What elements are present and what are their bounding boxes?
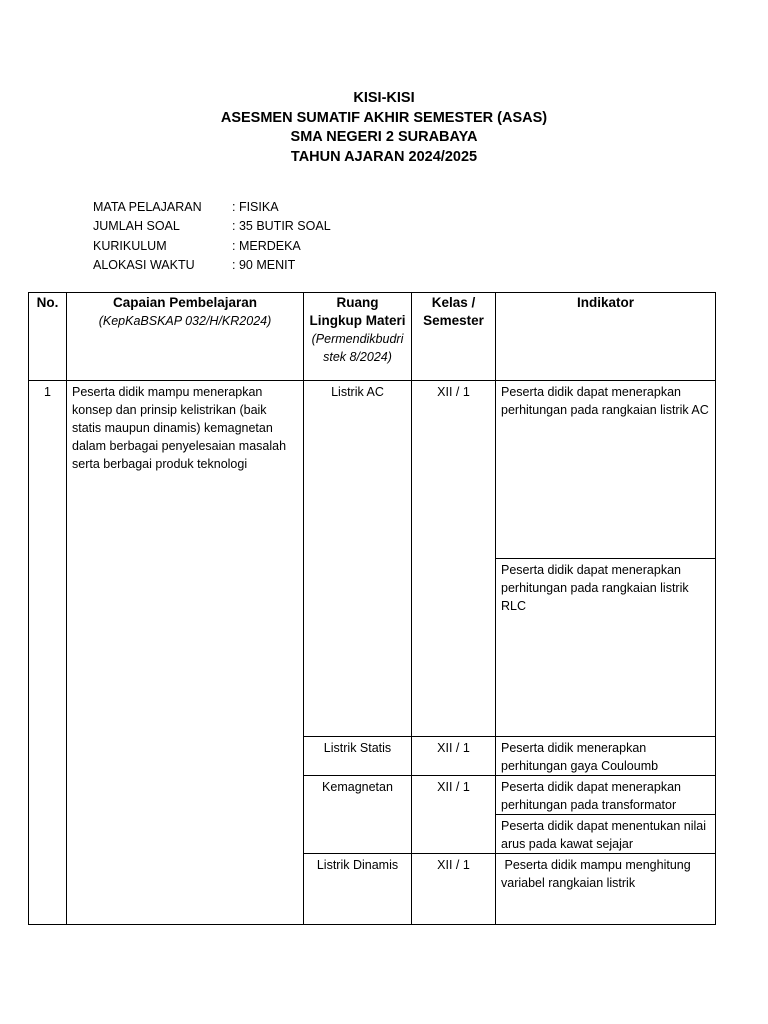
meta-label: JUMLAH SOAL <box>93 219 180 234</box>
meta-value: : 90 MENIT <box>232 257 296 272</box>
meta-label: KURIKULUM <box>93 238 167 253</box>
meta-value: : 35 BUTIR SOAL <box>232 219 331 234</box>
header-ruang-label: Ruang Lingkup Materi <box>309 295 406 328</box>
cell-materi: Listrik Dinamis <box>304 854 412 925</box>
header-kelas: Kelas / Semester <box>412 293 496 381</box>
header-capaian-label: Capaian Pembelajaran <box>112 295 258 310</box>
cell-kelas: XII / 1 <box>412 737 496 776</box>
header-no: No. <box>29 293 67 381</box>
title-line-3: SMA NEGERI 2 SURABAYA <box>290 129 478 145</box>
cell-indikator: Peserta didik dapat menerapkan perhitungan pada transformator <box>496 776 716 815</box>
cell-kelas: XII / 1 <box>412 854 496 925</box>
title-line-2: ASESMEN SUMATIF AKHIR SEMESTER (ASAS) <box>220 109 548 126</box>
meta-info <box>93 198 331 275</box>
cell-materi: Listrik AC <box>304 381 412 737</box>
cell-materi: Listrik Statis <box>304 737 412 776</box>
kisi-kisi-table <box>28 292 716 925</box>
title-line-1: KISI-KISI <box>353 90 415 106</box>
meta-row <box>93 198 331 217</box>
meta-row <box>93 237 331 256</box>
meta-value: : FISIKA <box>232 200 279 214</box>
header-ruang-source: (Permendikbudristek 8/2024) <box>311 332 404 364</box>
header-capaian <box>67 293 304 381</box>
meta-value: : MERDEKA <box>232 238 301 253</box>
meta-row <box>93 256 331 275</box>
header-indikator: Indikator <box>496 293 716 381</box>
table-row <box>29 381 716 559</box>
cell-kelas: XII / 1 <box>412 776 496 854</box>
meta-label: MATA PELAJARAN <box>93 200 202 214</box>
meta-row <box>93 217 331 236</box>
header-ruang <box>304 293 412 381</box>
cell-kelas: XII / 1 <box>412 381 496 737</box>
title-line-4: TAHUN AJARAN 2024/2025 <box>290 148 478 165</box>
cell-indikator: Peserta didik menerapkan perhitungan gaya Couloumb <box>496 737 716 776</box>
cell-indikator: Peserta didik dapat menentukan nilai arus pada kawat sejajar <box>496 815 716 854</box>
cell-indikator: Peserta didik dapat menerapkan perhitungan pada rangkaian listrik AC <box>496 381 716 559</box>
cell-no: 1 <box>29 381 67 925</box>
meta-label: ALOKASI WAKTU <box>93 257 195 272</box>
cell-materi: Kemagnetan <box>304 776 412 854</box>
cell-capaian: Peserta didik mampu menerapkan konsep dan prinsip kelistrikan (baik statis maupun dinamis) kemagnetan dalam berbagai penyelesaian masalah serta berbagai produk teknologi <box>67 381 304 925</box>
table-header-row <box>29 293 716 381</box>
document-title <box>0 89 768 167</box>
header-capaian-source: (KepKaBSKAP 032/H/KR2024) <box>98 314 272 328</box>
cell-indikator: Peserta didik mampu menghitung variabel rangkaian listrik <box>496 854 716 925</box>
cell-indikator: Peserta didik dapat menerapkan perhitungan pada rangkaian listrik RLC <box>496 559 716 737</box>
